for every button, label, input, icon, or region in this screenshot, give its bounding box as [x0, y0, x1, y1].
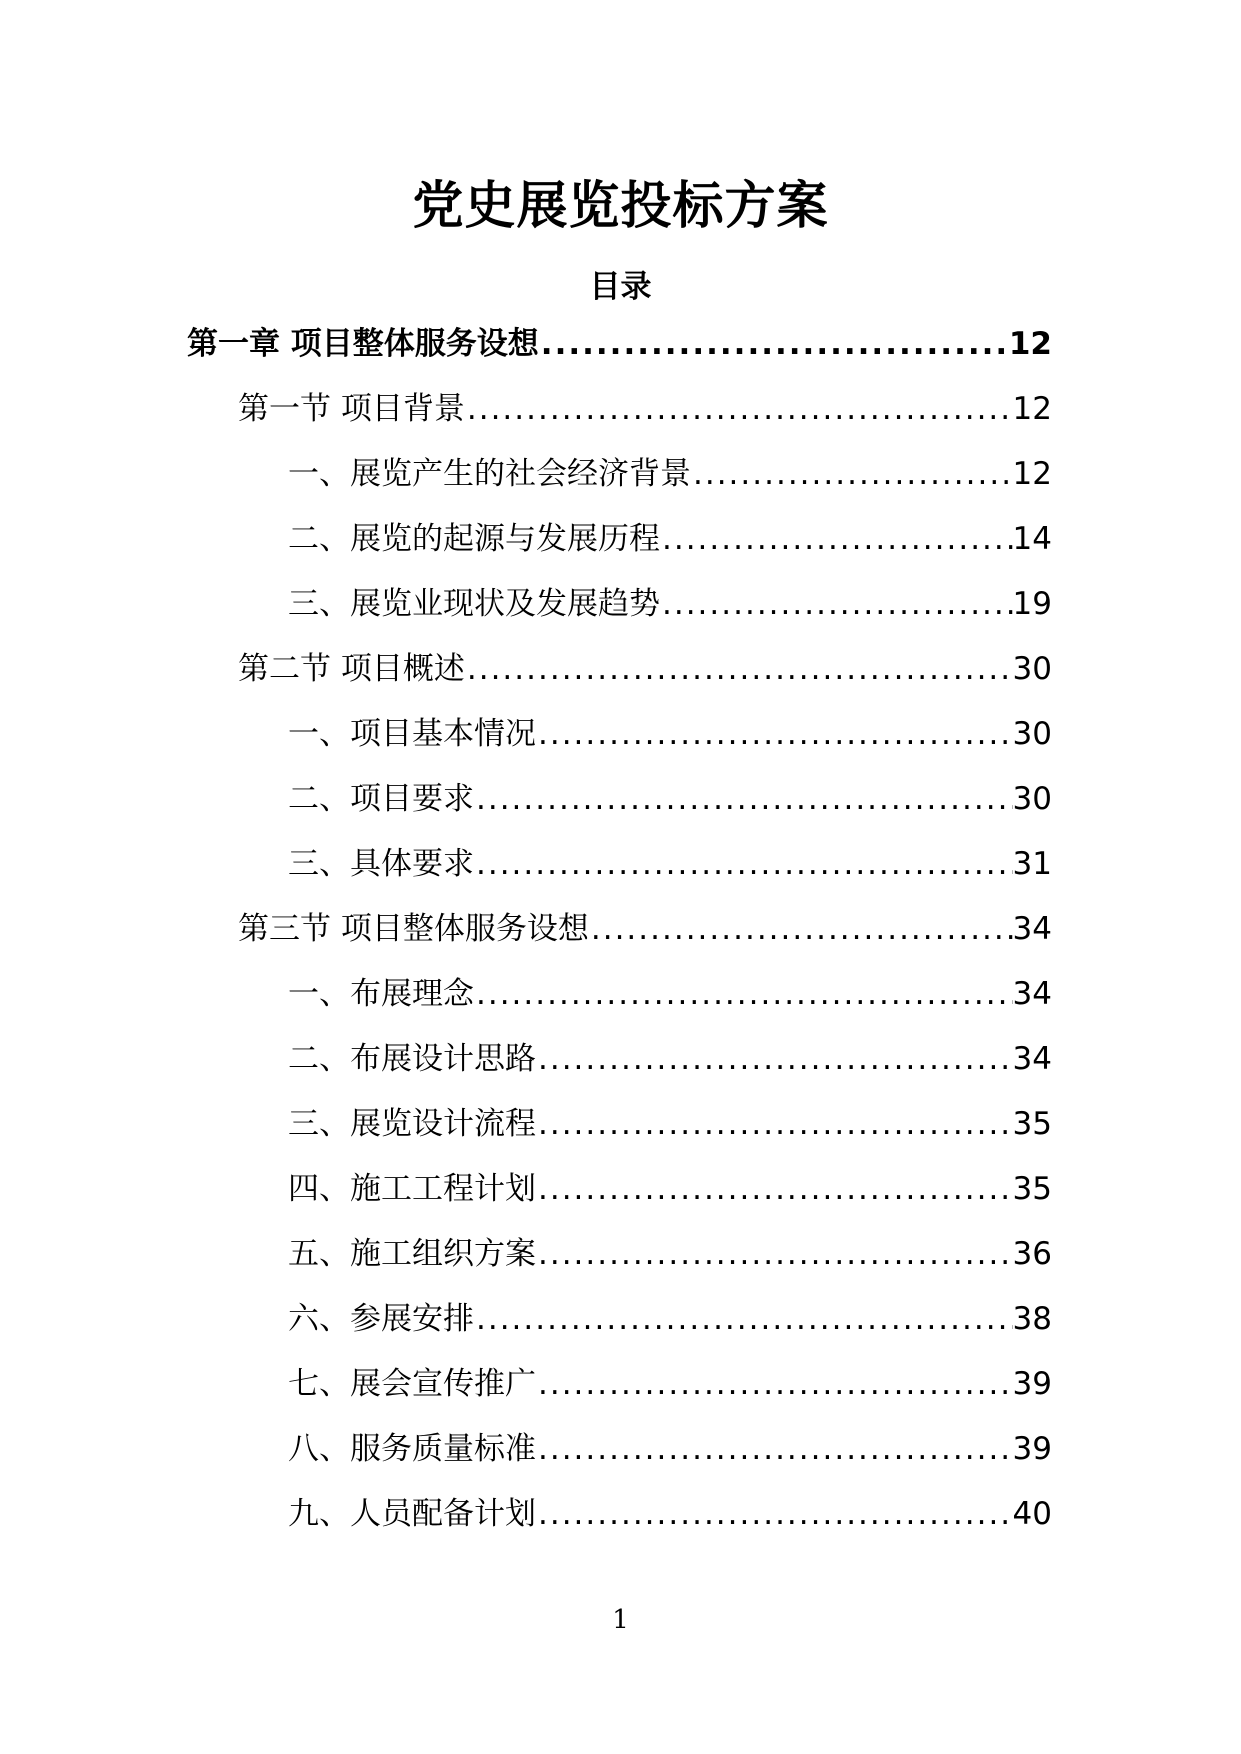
toc-entry-section-2[interactable] [0, 647, 1052, 712]
toc-entry-item[interactable] [0, 452, 1052, 517]
toc-entry-page: 35 [1012, 1106, 1052, 1142]
toc-entry-label: 第二节 项目概述 [238, 651, 465, 687]
page-number: 1 [612, 1605, 629, 1635]
toc-entry-item[interactable] [0, 582, 1052, 647]
toc-entry-item[interactable] [0, 1297, 1052, 1362]
toc-entry-item[interactable] [0, 972, 1052, 1037]
toc-leader-dots [474, 972, 1013, 1016]
toc-entry-page: 30 [1012, 781, 1052, 817]
toc-entry-label: 一、项目基本情况 [288, 716, 536, 752]
table-of-contents [0, 322, 1241, 1557]
toc-entry-page: 12 [1008, 326, 1052, 362]
toc-entry-page: 34 [1012, 911, 1052, 947]
toc-entry-page: 39 [1012, 1366, 1052, 1402]
toc-entry-label: 第一章 项目整体服务设想 [187, 326, 539, 362]
toc-leader-dots [536, 1037, 1013, 1081]
toc-entry-page: 19 [1012, 586, 1052, 622]
toc-entry-label: 四、施工工程计划 [288, 1171, 536, 1207]
toc-entry-page: 30 [1012, 651, 1052, 687]
toc-entry-item[interactable] [0, 1427, 1052, 1492]
toc-leader-dots [539, 322, 1009, 366]
toc-leader-dots [536, 1167, 1013, 1211]
toc-leader-dots [691, 452, 1013, 496]
toc-entry-page: 34 [1012, 1041, 1052, 1077]
toc-entry-label: 五、施工组织方案 [288, 1236, 536, 1272]
toc-entry-page: 31 [1012, 846, 1052, 882]
toc-entry-item[interactable] [0, 777, 1052, 842]
toc-leader-dots [589, 907, 1013, 951]
toc-leader-dots [536, 712, 1013, 756]
toc-leader-dots [536, 1427, 1013, 1471]
toc-entry-page: 38 [1012, 1301, 1052, 1337]
toc-entry-section-3[interactable] [0, 907, 1052, 972]
toc-leader-dots [660, 517, 1013, 561]
toc-entry-item[interactable] [0, 712, 1052, 777]
toc-entry-page: 30 [1012, 716, 1052, 752]
toc-entry-page: 40 [1012, 1496, 1052, 1532]
toc-entry-label: 三、展览业现状及发展趋势 [288, 586, 660, 622]
toc-leader-dots [474, 842, 1013, 886]
toc-entry-page: 36 [1012, 1236, 1052, 1272]
toc-entry-item[interactable] [0, 1232, 1052, 1297]
toc-leader-dots [660, 582, 1013, 626]
toc-entry-label: 第一节 项目背景 [238, 391, 465, 427]
toc-leader-dots [465, 387, 1013, 431]
toc-entry-label: 八、服务质量标准 [288, 1431, 536, 1467]
toc-entry-item[interactable] [0, 1102, 1052, 1167]
toc-entry-label: 六、参展安排 [288, 1301, 474, 1337]
toc-entry-label: 二、展览的起源与发展历程 [288, 521, 660, 557]
toc-entry-item[interactable] [0, 1167, 1052, 1232]
toc-leader-dots [474, 1297, 1013, 1341]
toc-entry-item[interactable] [0, 1037, 1052, 1102]
toc-entry-label: 三、展览设计流程 [288, 1106, 536, 1142]
toc-entry-item[interactable] [0, 1492, 1052, 1557]
toc-entry-label: 七、展会宣传推广 [288, 1366, 536, 1402]
toc-entry-item[interactable] [0, 842, 1052, 907]
toc-entry-page: 34 [1012, 976, 1052, 1012]
toc-leader-dots [465, 647, 1013, 691]
toc-entry-page: 14 [1012, 521, 1052, 557]
toc-entry-page: 35 [1012, 1171, 1052, 1207]
toc-entry-label: 一、布展理念 [288, 976, 474, 1012]
toc-entry-label: 一、展览产生的社会经济背景 [288, 456, 691, 492]
toc-leader-dots [474, 777, 1013, 821]
toc-entry-label: 二、布展设计思路 [288, 1041, 536, 1077]
toc-heading: 目录 [589, 269, 652, 305]
toc-entry-item[interactable] [0, 1362, 1052, 1427]
toc-leader-dots [536, 1492, 1013, 1536]
toc-entry-section-1[interactable] [0, 387, 1052, 452]
toc-entry-chapter-1[interactable] [0, 322, 1052, 387]
toc-entry-label: 三、具体要求 [288, 846, 474, 882]
toc-leader-dots [536, 1102, 1013, 1146]
document-title: 党史展览投标方案 [412, 177, 829, 236]
toc-entry-label: 第三节 项目整体服务设想 [238, 911, 589, 947]
toc-entry-page: 12 [1012, 456, 1052, 492]
toc-entry-label: 九、人员配备计划 [288, 1496, 536, 1532]
toc-leader-dots [536, 1232, 1013, 1276]
toc-entry-page: 39 [1012, 1431, 1052, 1467]
toc-leader-dots [536, 1362, 1013, 1406]
toc-entry-label: 二、项目要求 [288, 781, 474, 817]
toc-entry-page: 12 [1012, 391, 1052, 427]
toc-entry-item[interactable] [0, 517, 1052, 582]
